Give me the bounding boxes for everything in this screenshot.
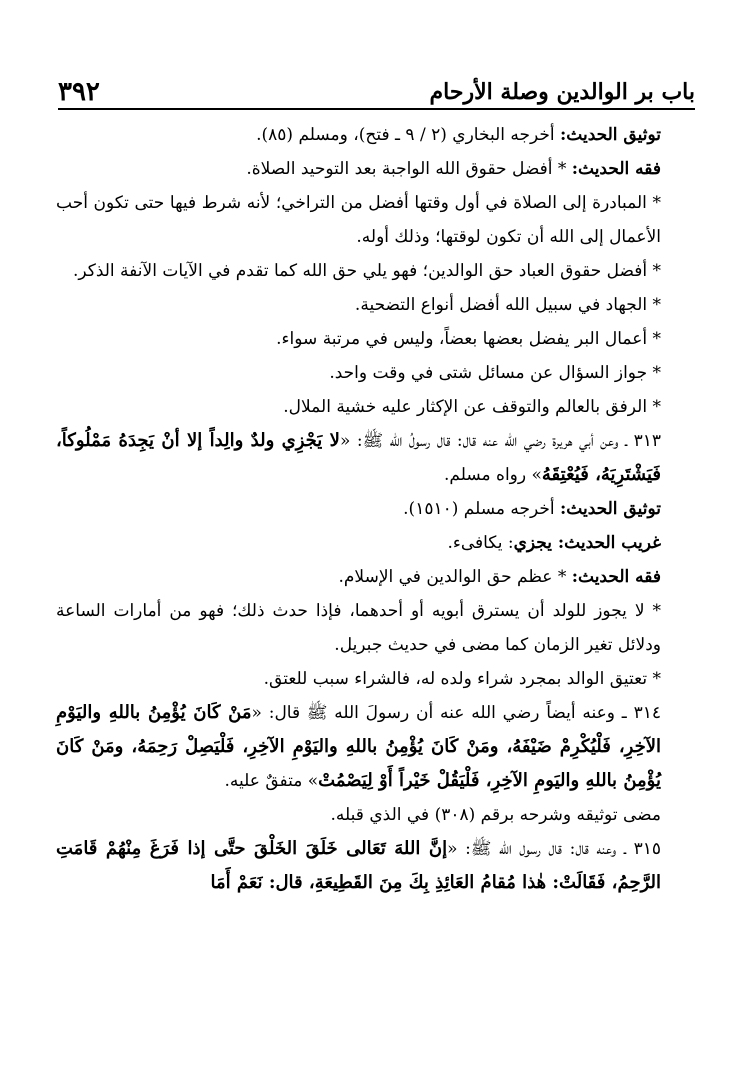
hadith-313 [56,424,697,492]
page-number: ٣٩٢ [58,77,100,107]
section-label: فقه الحديث: [571,567,661,587]
section-label: توثيق الحديث: [560,499,661,519]
paragraph-text: أخرجه مسلم (١٥١٠). [403,499,561,519]
hadith-intro: ٣١٥ ـ وعنه قال: قال رسول الله ﷺ: « [447,839,661,859]
bullet-point: * المبادرة إلى الصلاة في أول وقتها أفضل من التراخي؛ لأنه شرط فيها حتى تكون أحب الأعمال إلى الله أن تكون لوقتها؛ وذلك أوله. [56,193,661,247]
bullet-point: * لا يجوز للولد أن يسترق أبويه أو أحدهما، فإذا حدث ذلك؛ فهو من أمارات الساعة ودلائل تغير الزمان كما مضى في حديث جبريل. [56,601,661,655]
hadith-intro: ٣١٣ ـ وعن أبي هريرة رضي الله عنه قال: قال رسولُ الله ﷺ: « [339,431,661,451]
bullet-point: * أعمال البر يفضل بعضها بعضاً، وليس في مرتبة سواء. [276,329,661,349]
section-label: فقه الحديث: [571,159,661,179]
paragraph-text: * أفضل حقوق الله الواجبة بعد التوحيد الصلاة. [246,159,572,179]
hadith-315 [56,832,697,900]
hadith-outro: » رواه مسلم. [444,465,542,485]
bullet-point: * الرفق بالعالم والتوقف عن الإكثار عليه خشية الملال. [283,397,661,417]
hadith-outro: » متفقٌ عليه. [224,771,319,791]
paragraph-fiqh-312 [56,152,697,186]
hadith-text: إنَّ اللهَ تَعَالى خَلَقَ الخَلْقَ حتَّى إذا فَرَغَ مِنْهُمْ قَامَتِ الرَّحِمُ، فَقَالَتْ: هٰذا مُقامُ العَائِذِ بِكَ مِنَ القَطِيعَةِ، قال: نَعَمْ أَمَا [56,838,661,893]
paragraph-takhrij-313 [56,492,697,526]
bullet-point: * تعتيق الوالد بمجرد شراء ولده له، فالشراء سبب للعتق. [263,669,661,689]
paragraph-gharib-313 [56,526,697,560]
section-label: توثيق الحديث: [560,125,661,145]
page-header [58,72,695,110]
hadith-text: مَنْ كَانَ يُؤْمِنُ باللهِ واليَوْمِ الآخِرِ، فَلْيُكْرِمْ ضَيْفَهُ، ومَنْ كَانَ يُؤْمِنُ باللهِ واليَوْمِ الآخِرِ، فَلْيَصِلْ رَحِمَهُ، ومَنْ كَانَ يُؤْمِنُ باللهِ واليَومِ الآخِرِ، فَلْيَقُلْ خَيْراً أَوْ لِيَصْمُتْ [56,702,661,791]
page-body [56,118,697,900]
bullet-point: * الجهاد في سبيل الله أفضل أنواع التضحية. [354,295,661,315]
paragraph-note-314: مضى توثيقه وشرحه برقم (٣٠٨) في الذي قبله. [330,805,661,825]
hadith-314 [56,696,697,798]
paragraph-text: أخرجه البخاري (٢ / ٩ ـ فتح)، ومسلم (٨٥). [256,125,561,145]
hadith-intro: ٣١٤ ـ وعنه أيضاً رضي الله عنه أن رسولَ الله ﷺ قال: « [251,703,661,723]
paragraph-text: * عظم حق الوالدين في الإسلام. [338,567,572,587]
bullet-point: * أفضل حقوق العباد حق الوالدين؛ فهو يلي حق الله كما تقدم في الآيات الآنفة الذكر. [72,261,661,281]
paragraph-fiqh-313 [56,560,697,594]
paragraph-text: : يكافىء. [447,533,514,553]
hadith-text: لا يَجْزِي ولدٌ والِداً إلا أنْ يَجِدَهُ مَمْلُوكاً، فَيَشْتَرِيَهُ، فَيُعْتِقَهُ [56,430,661,485]
chapter-title: باب بر الوالدين وصلة الأرحام [429,79,695,105]
bullet-point: * جواز السؤال عن مسائل شتى في وقت واحد. [329,363,661,383]
paragraph-takhrij-312 [56,118,697,152]
section-label: غريب الحديث: [557,533,661,553]
gharib-word: يجزي [513,533,558,553]
